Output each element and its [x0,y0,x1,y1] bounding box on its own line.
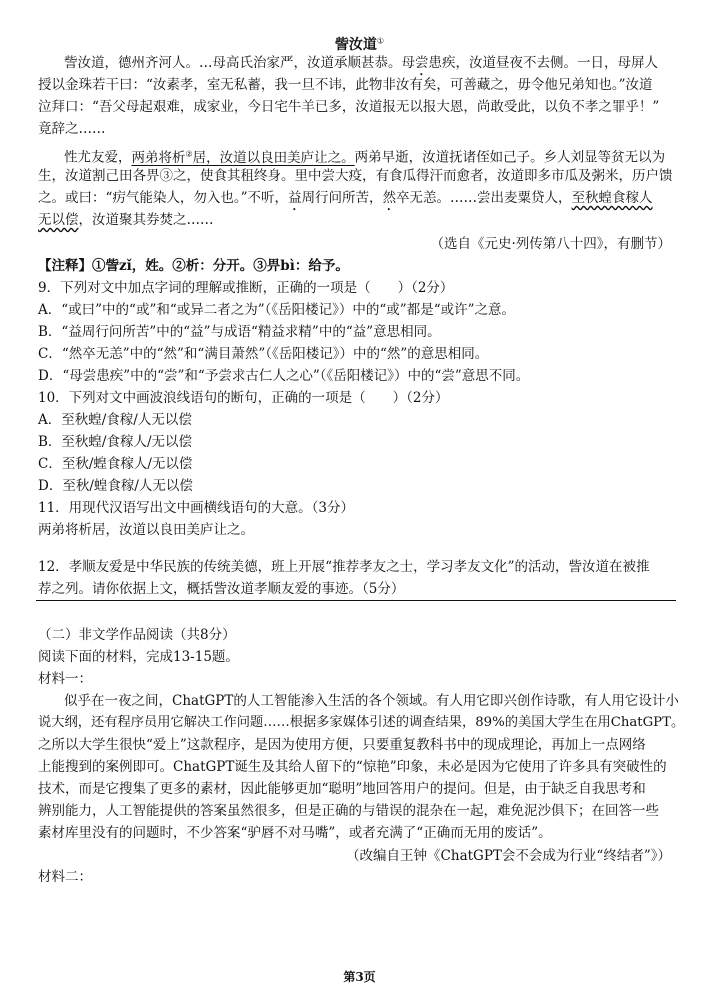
material-1-source: （改编自王钟《ChatGPT会不会成为行业“终结者”》） [346,848,671,864]
passage-line: 訾汝道，德州齐河人。…母高氏治家严，汝道承顺甚恭。母尝患疾，汝道昼夜不去侧。一日，母屏人 [64,55,658,71]
question-10-stem: 10．下列对文中画波浪线语句的断句，正确的一项是（ ）（2分） [38,390,449,406]
material-1-line: 说大纲，还有程序员用它解决工作问题……根据多家媒体引述的调查结果，89%的美国大学生在用ChatGPT。 [38,715,685,730]
question-9-option: D．“母尝患疾”中的“尝”和“予尝求古仁人之心”（《岳阳楼记》）中的“尝”意思不同。 [38,368,530,384]
question-10-option: A．至秋蝗/食稼/人无以偿 [38,412,192,428]
underlined-sentence: 两弟将析②居，汝道以良田美庐让之。 [131,149,355,166]
material-1-line: 技术，而是它搜集了更多的素材，因此能够更加“聪明”地回答用户的提问。但是，由于缺乏自我思考和 [38,781,646,797]
passage-line: 授以金珠若干曰：“汝素孝，室无私蓄，我一旦不讳，此物非汝有矣，可善藏之，毋令他兄弟知也。”汝道 [38,77,653,93]
question-9-stem: 9．下列对文中加点字词的理解或推断，正确的一项是（ ）（2分） [38,280,454,296]
material-1-line: 素材库里没有的问题时，不少答案“驴唇不对马嘴”，或者充满了“正确而无用的废话”。 [38,825,552,841]
material-1-line: 似乎在一夜之间，ChatGPT的人工智能渗入生活的各个领域。有人用它即兴创作诗歌，有人用它设计小 [64,693,679,709]
section-instruction: 阅读下面的材料，完成13-15题。 [38,649,239,665]
passage-line: 之。或曰：“疠气能染人，勿入也。”不听，益周行问所苦，然卒无恙。……尝出麦粟贷人，至秋蝗食稼人 [38,190,653,206]
question-11-stem: 11．用现代汉语写出文中画横线语句的大意。（3分） [38,500,355,516]
material-1-line: 之所以大学生很快“爱上”这款程序，是因为使用方便，只要重复教科书中的现成理论，再加上一点网络 [38,737,646,753]
question-12-stem: 荐之列。请你依据上文，概括訾汝道孝顺友爱的事迹。（5分） [38,581,405,597]
question-10-option: C．至秋/蝗食稼人/无以偿 [38,456,193,472]
annotation-notes: 【注释】①訾zǐ，姓。②析：分开。③畀bì：给予。 [38,258,349,274]
passage-line: 无以偿，汝道聚其券焚之…… [38,212,214,228]
question-9-option: B．“益周行问所苦”中的“益”与成语“精益求精”中的“益”意思相同。 [38,324,441,340]
question-12-stem: 12．孝顺友爱是中华民族的传统美德，班上开展“推荐孝友之士，学习孝友文化”的活动，訾汝道在被推 [38,559,650,575]
section-heading: （二）非文学作品阅读（共8分） [38,627,236,643]
question-11-sentence: 两弟将析居，汝道以良田美庐让之。 [38,522,254,538]
material-2-label: 材料二： [38,869,92,885]
question-9-option: A．“或曰”中的“或”和“或异二者之为”（《岳阳楼记》）中的“或”都是“或许”之意。 [38,302,516,318]
material-1-line: 辨别能力，人工智能提供的答案虽然很多，但是正确的与错误的混杂在一起，难免泥沙俱下；在回答一些 [38,803,659,819]
page-number: 第3页 [343,970,376,984]
wavy-underlined-sentence: 至秋蝗食稼人 [571,190,653,206]
question-10-option: D．至秋/蝗食稼/人无以偿 [38,478,193,494]
wavy-underlined-sentence: 无以偿 [38,212,79,228]
material-1-label: 材料一： [38,671,92,687]
passage-source: （选自《元史·列传第八十四》，有删节） [430,236,671,252]
question-10-option: B．至秋蝗/食稼人/无以偿 [38,434,193,450]
question-9-option: C．“然卒无恙”中的“然”和“满目萧然”（《岳阳楼记》）中的“然”的意思相同。 [38,346,489,362]
passage-line: 竟辞之…… [38,121,106,137]
passage-title: 訾汝道① [334,36,385,53]
passage-line: 生，汝道割己田各畀③之，使食其租终身。里中尝大疫，有食瓜得汗而愈者，汝道即多市瓜及粥米，历户馈 [38,168,673,184]
passage-line: 性尤友爱，两弟将析②居，汝道以良田美庐让之。两弟早逝，汝道抚诸侄如己子。乡人刘显等贫无以为 [64,149,666,166]
passage-line: 泣拜口：“吾父母起艰难，成家业，今日宅牛羊已多，汝道报无以报大恩，尚敢受此，以负不孝之罪乎！” [38,99,660,115]
material-1-line: 上能搜到的案例即可。ChatGPT诞生及其给人留下的“惊艳”印象，未必是因为它使用了许多具有突破性的 [38,759,667,775]
answer-line [36,600,676,601]
